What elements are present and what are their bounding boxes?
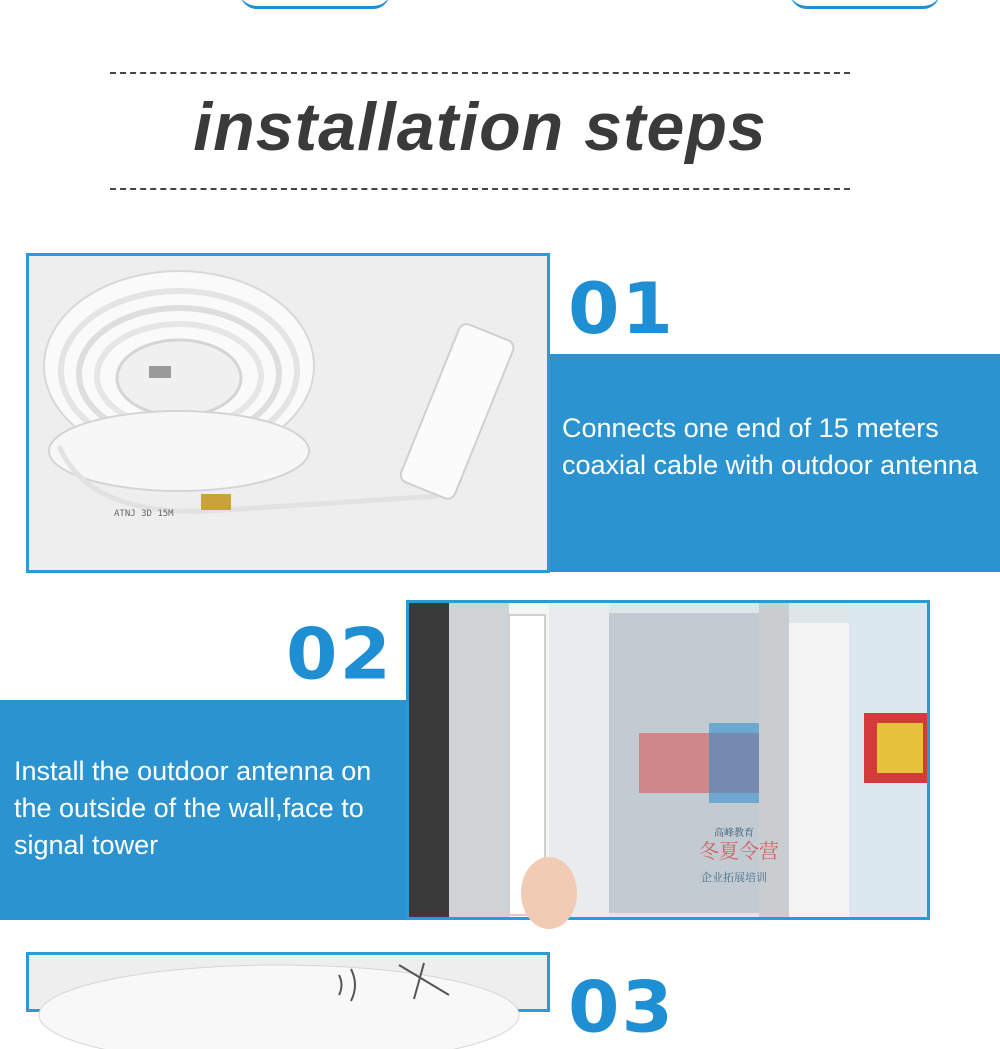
step-1-text: Connects one end of 15 meters coaxial cable with outdoor antenna bbox=[562, 413, 978, 480]
divider-top bbox=[110, 72, 850, 74]
step-3-photo bbox=[26, 952, 550, 1012]
step-1-number: 01 bbox=[568, 268, 675, 350]
cable-label: ATNJ 3D 15M bbox=[114, 509, 174, 519]
window-sign-text: 冬夏令营 bbox=[699, 839, 779, 863]
step-2-number: 02 bbox=[286, 614, 393, 696]
step-2-text: Install the outdoor antenna on the outside of the wall,face to signal tower bbox=[14, 756, 372, 860]
top-arc-right bbox=[790, 0, 940, 9]
divider-bottom bbox=[110, 188, 850, 190]
step-3-number bbox=[568, 967, 675, 1049]
step-2-photo bbox=[406, 600, 930, 920]
window-sign-subtext: 企业拓展培训 bbox=[701, 871, 767, 884]
page-title: installation steps bbox=[193, 89, 767, 165]
top-arc-left bbox=[240, 0, 390, 9]
step-1-photo bbox=[26, 253, 550, 573]
step-3-number-text: 03 bbox=[568, 967, 675, 1049]
window-logo-text: 高峰教育 bbox=[714, 828, 754, 839]
